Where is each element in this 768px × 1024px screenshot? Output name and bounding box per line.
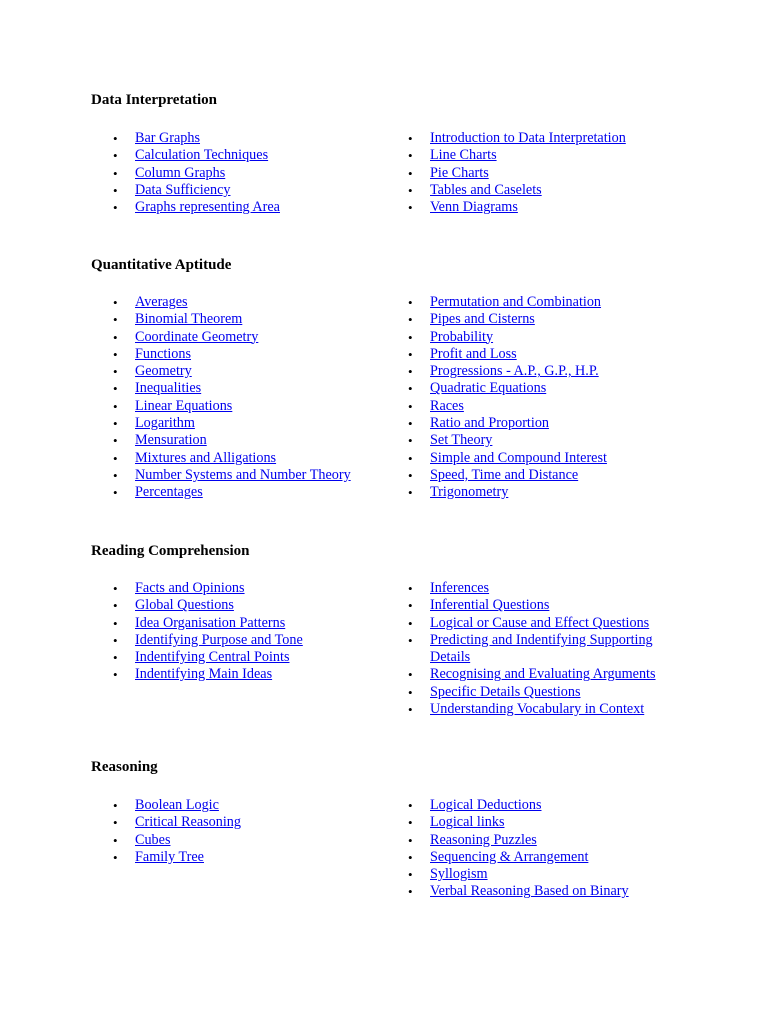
list-item	[113, 467, 383, 484]
list-item	[408, 797, 683, 814]
list-item	[408, 165, 683, 182]
list-item	[408, 701, 683, 718]
list-item	[113, 363, 383, 380]
topic-link[interactable]: Logical Deductions	[430, 797, 542, 813]
list-item	[113, 130, 383, 147]
list-item	[113, 380, 383, 397]
bullet-icon: •	[408, 312, 413, 328]
bullet-icon: •	[113, 450, 118, 466]
topic-link[interactable]: Logarithm	[135, 415, 195, 432]
list-item	[408, 467, 683, 484]
list-item	[113, 294, 383, 311]
topic-link[interactable]: Pipes and Cisterns	[430, 311, 535, 328]
bullet-icon: •	[113, 650, 118, 666]
bullet-icon: •	[408, 867, 413, 883]
bullet-icon: •	[408, 131, 413, 146]
topic-link[interactable]: Logical links	[430, 814, 505, 831]
topic-list-left	[113, 797, 383, 866]
list-item	[113, 484, 383, 501]
topic-link[interactable]: Quadratic Equations	[430, 380, 547, 397]
bullet-icon: •	[113, 598, 118, 614]
list-item	[408, 182, 683, 199]
bullet-icon: •	[113, 815, 118, 831]
topic-link[interactable]: Progressions - A.P., G.P., H.P.	[430, 363, 599, 380]
bullet-icon: •	[113, 346, 118, 362]
topic-link[interactable]: Family Tree	[135, 848, 204, 865]
list-item	[408, 666, 683, 683]
list-item	[408, 866, 683, 883]
bullet-icon: •	[408, 798, 413, 813]
topic-link[interactable]: Cubes	[135, 831, 171, 848]
list-item	[408, 415, 683, 432]
topic-link[interactable]: Line Charts	[430, 147, 497, 164]
list-item	[113, 432, 383, 449]
topic-link[interactable]: Indentifying Central Points	[135, 649, 290, 666]
topic-link[interactable]: Inequalities	[135, 380, 202, 397]
topic-list-left	[113, 130, 383, 216]
section-title: Reasoning	[91, 759, 158, 775]
topic-link[interactable]: Logical or Cause and Effect Questions	[430, 614, 650, 631]
topic-link[interactable]: Mixtures and Alligations	[135, 449, 277, 466]
bullet-icon: •	[408, 667, 413, 683]
bullet-icon: •	[113, 295, 118, 310]
topic-link[interactable]: Introduction to Data Interpretation	[430, 130, 626, 146]
topic-link[interactable]: Probability	[430, 328, 494, 345]
topic-link[interactable]: Calculation Techniques	[135, 147, 269, 164]
topic-link[interactable]: Averages	[135, 294, 188, 310]
topic-link[interactable]: Venn Diagrams	[430, 199, 518, 216]
topic-link[interactable]: Number Systems and Number Theory	[135, 466, 351, 483]
list-item	[408, 597, 683, 614]
bullet-icon: •	[408, 295, 413, 310]
bullet-icon: •	[113, 329, 118, 345]
bullet-icon: •	[408, 598, 413, 614]
topic-link[interactable]: Percentages	[135, 484, 203, 501]
list-item	[408, 363, 683, 380]
list-item	[408, 883, 683, 900]
list-item	[113, 199, 383, 216]
bullet-icon: •	[408, 832, 413, 848]
topic-link[interactable]: Facts and Opinions	[135, 580, 245, 596]
list-item	[113, 814, 383, 831]
topic-link[interactable]: Predicting and Indentifying Supporting Details	[430, 631, 653, 666]
topic-link[interactable]: Identifying Purpose and Tone	[135, 631, 303, 648]
bullet-icon: •	[408, 148, 413, 164]
list-item	[113, 450, 383, 467]
bullet-icon: •	[408, 702, 413, 718]
bullet-icon: •	[113, 849, 118, 865]
list-item	[408, 311, 683, 328]
list-item	[113, 165, 383, 182]
bullet-icon: •	[113, 485, 118, 501]
topic-link[interactable]: Binomial Theorem	[135, 311, 243, 328]
topic-link[interactable]: Geometry	[135, 363, 192, 380]
topic-link[interactable]: Mensuration	[135, 432, 207, 449]
list-item	[113, 311, 383, 328]
topic-link[interactable]: Permutation and Combination	[430, 294, 602, 310]
topic-link[interactable]: Coordinate Geometry	[135, 328, 259, 345]
topic-link[interactable]: Reasoning Puzzles	[430, 831, 537, 848]
bullet-icon: •	[113, 131, 118, 146]
topic-list-left	[113, 294, 383, 502]
topic-link[interactable]: Trigonometry	[430, 484, 509, 501]
bullet-icon: •	[113, 381, 118, 397]
list-item	[408, 294, 683, 311]
bullet-icon: •	[408, 381, 413, 397]
bullet-icon: •	[113, 200, 118, 216]
topic-list-right	[408, 130, 683, 216]
list-item	[408, 346, 683, 363]
bullet-icon: •	[113, 416, 118, 432]
section-title: Quantitative Aptitude	[91, 257, 232, 273]
topic-link[interactable]: Syllogism	[430, 866, 488, 883]
topic-link[interactable]: Pie Charts	[430, 164, 489, 181]
list-item	[113, 346, 383, 363]
bullet-icon: •	[408, 200, 413, 216]
bullet-icon: •	[408, 450, 413, 466]
bullet-icon: •	[113, 312, 118, 328]
bullet-icon: •	[408, 364, 413, 380]
bullet-icon: •	[113, 467, 118, 483]
topic-link[interactable]: Graphs representing Area	[135, 199, 280, 216]
list-item	[408, 814, 683, 831]
bullet-icon: •	[113, 165, 118, 181]
topic-link[interactable]: Ratio and Proportion	[430, 415, 550, 432]
list-item	[408, 398, 683, 415]
topic-link[interactable]: Linear Equations	[135, 397, 233, 414]
list-item	[113, 649, 383, 666]
bullet-icon: •	[408, 849, 413, 865]
topic-list-right	[408, 797, 683, 901]
list-item	[113, 597, 383, 614]
bullet-icon: •	[408, 884, 413, 900]
topic-link[interactable]: Simple and Compound Interest	[430, 449, 607, 466]
list-item	[113, 415, 383, 432]
bullet-icon: •	[113, 615, 118, 631]
topic-link[interactable]: Indentifying Main Ideas	[135, 666, 273, 683]
topic-link[interactable]: Tables and Caselets	[430, 181, 542, 198]
bullet-icon: •	[408, 467, 413, 483]
topic-link[interactable]: Bar Graphs	[135, 130, 201, 146]
list-item	[113, 398, 383, 415]
list-item	[408, 450, 683, 467]
bullet-icon: •	[408, 182, 413, 198]
bullet-icon: •	[408, 433, 413, 449]
list-item	[408, 615, 683, 632]
list-item	[113, 182, 383, 199]
list-item	[408, 147, 683, 164]
bullet-icon: •	[408, 485, 413, 501]
topic-link[interactable]: Verbal Reasoning Based on Binary	[430, 883, 629, 900]
bullet-icon: •	[408, 165, 413, 181]
list-item	[113, 666, 383, 683]
topic-list-right	[408, 580, 683, 718]
list-item	[113, 615, 383, 632]
bullet-icon: •	[408, 416, 413, 432]
bullet-icon: •	[113, 148, 118, 164]
topic-link[interactable]: Inferential Questions	[430, 597, 550, 614]
topic-link[interactable]: Specific Details Questions	[430, 683, 581, 700]
bullet-icon: •	[113, 581, 118, 596]
bullet-icon: •	[408, 615, 413, 631]
list-item	[408, 432, 683, 449]
list-item	[113, 580, 383, 597]
list-item	[408, 484, 683, 501]
topic-link[interactable]: Critical Reasoning	[135, 814, 241, 831]
topic-link[interactable]: Set Theory	[430, 432, 493, 449]
topic-link[interactable]: Data Sufficiency	[135, 181, 231, 198]
bullet-icon: •	[408, 398, 413, 414]
bullet-icon: •	[113, 398, 118, 414]
bullet-icon: •	[408, 346, 413, 362]
topic-link[interactable]: Understanding Vocabulary in Context	[430, 701, 645, 718]
list-item	[113, 832, 383, 849]
topic-link[interactable]: Idea Organisation Patterns	[135, 614, 286, 631]
bullet-icon: •	[408, 632, 413, 648]
bullet-icon: •	[113, 798, 118, 813]
topic-link[interactable]: Sequencing & Arrangement	[430, 848, 589, 865]
list-item	[113, 797, 383, 814]
bullet-icon: •	[113, 364, 118, 380]
list-item	[408, 684, 683, 701]
list-item	[408, 380, 683, 397]
list-item	[408, 580, 683, 597]
bullet-icon: •	[113, 832, 118, 848]
list-item	[408, 199, 683, 216]
section-title: Data Interpretation	[91, 92, 217, 108]
topic-link[interactable]: Speed, Time and Distance	[430, 466, 579, 483]
topic-link[interactable]: Functions	[135, 345, 191, 362]
bullet-icon: •	[408, 329, 413, 345]
topic-list-right	[408, 294, 683, 502]
bullet-icon: •	[408, 581, 413, 596]
topic-list-left	[113, 580, 383, 684]
section-title: Reading Comprehension	[91, 543, 250, 559]
bullet-icon: •	[113, 433, 118, 449]
list-item	[408, 329, 683, 346]
list-item	[408, 632, 683, 667]
bullet-icon: •	[113, 632, 118, 648]
list-item	[408, 832, 683, 849]
list-item	[113, 632, 383, 649]
topic-link[interactable]: Recognising and Evaluating Arguments	[430, 666, 656, 683]
topic-link[interactable]: Boolean Logic	[135, 797, 219, 813]
bullet-icon: •	[113, 667, 118, 683]
topic-link[interactable]: Races	[430, 397, 464, 414]
bullet-icon: •	[408, 815, 413, 831]
list-item	[408, 849, 683, 866]
list-item	[408, 130, 683, 147]
bullet-icon: •	[113, 182, 118, 198]
bullet-icon: •	[408, 684, 413, 700]
topic-link[interactable]: Inferences	[430, 580, 490, 596]
list-item	[113, 147, 383, 164]
list-item	[113, 329, 383, 346]
list-item	[113, 849, 383, 866]
topic-link[interactable]: Global Questions	[135, 597, 234, 614]
topic-link[interactable]: Column Graphs	[135, 164, 226, 181]
topic-link[interactable]: Profit and Loss	[430, 345, 517, 362]
